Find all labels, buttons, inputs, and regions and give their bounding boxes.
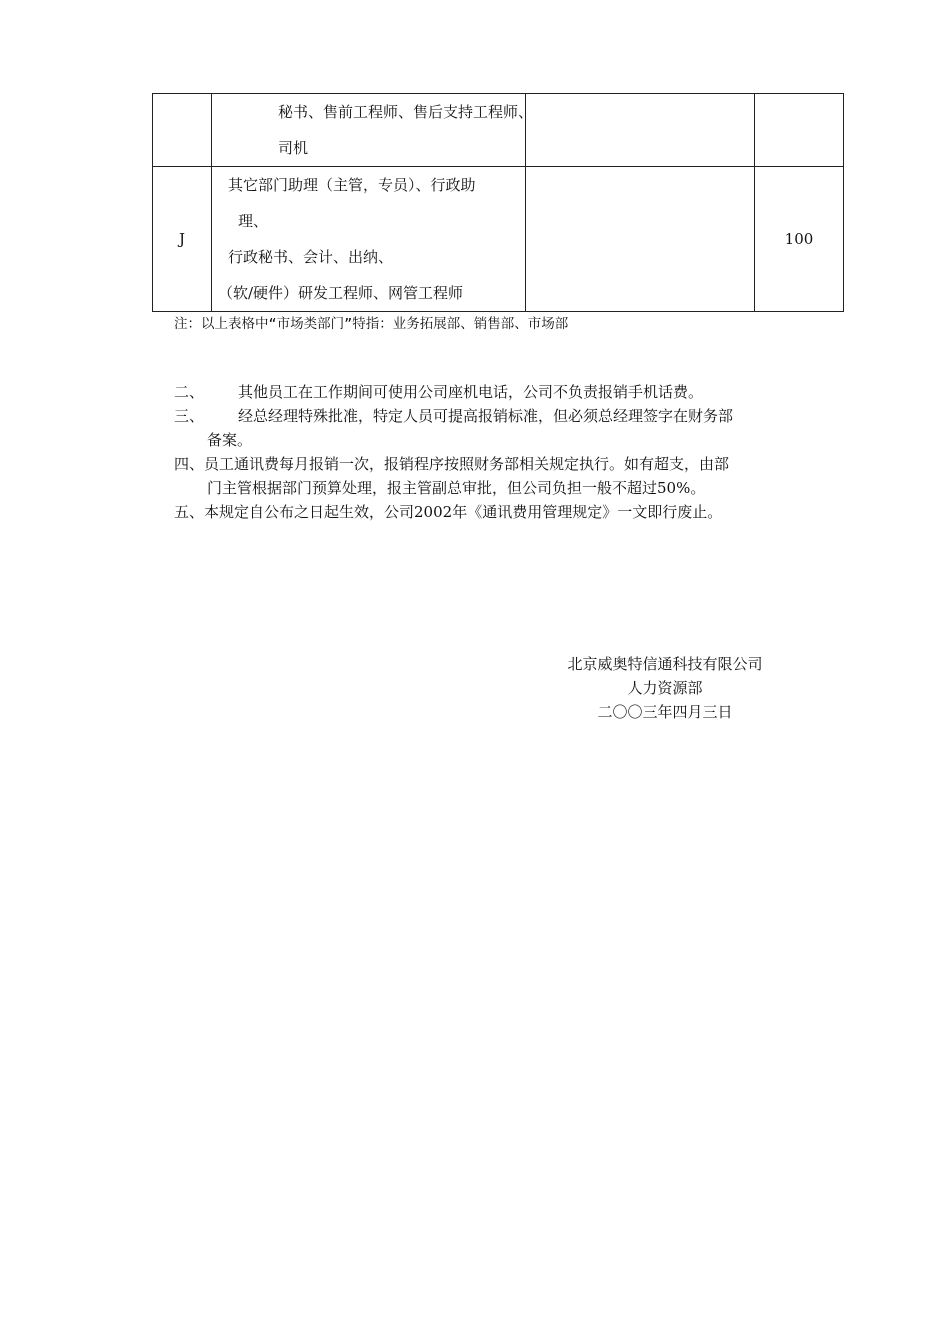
- table-row: [153, 167, 844, 312]
- clause-item: [174, 452, 814, 500]
- amount-cell: [755, 94, 844, 167]
- clause-number: 三、: [174, 407, 205, 425]
- table-note: 注：以上表格中“市场类部门”特指：业务拓展部、销售部、市场部: [174, 316, 569, 332]
- clause-number: 四、: [174, 455, 205, 473]
- clause-text: 本规定自公布之日起生效，公司2002年《通讯费用管理规定》一文即行废止。: [204, 503, 723, 521]
- clause-text: 其他员工在工作期间可使用公司座机电话，公司不负责报销手机话费。: [238, 383, 704, 401]
- company-name: 北京威奥特信通科技有限公司: [567, 655, 763, 673]
- grade-cell: J: [153, 167, 212, 312]
- signature-block: [540, 652, 790, 724]
- issue-date: 二〇〇三年四月三日: [597, 703, 733, 721]
- position-line: 理、: [238, 212, 269, 230]
- clause-continuation: 备案。: [207, 431, 253, 449]
- clause-number: 五、: [174, 503, 205, 521]
- reimbursement-table: [152, 93, 844, 312]
- clause-item: [174, 380, 814, 404]
- clause-text: 员工通讯费每月报销一次，报销程序按照财务部相关规定执行。如有超支，由部: [204, 455, 730, 473]
- position-line: 司机: [278, 139, 309, 157]
- clause-continuation: 门主管根据部门预算处理，报主管副总审批，但公司负担一般不超过50%。: [207, 479, 706, 497]
- description-cell: [526, 94, 755, 167]
- clause-item: [174, 500, 814, 524]
- position-line: （软/硬件）研发工程师、网管工程师: [218, 284, 464, 302]
- position-line: 其它部门助理（主管，专员）、行政助: [228, 176, 476, 194]
- clause-text: 经总经理特殊批准，特定人员可提高报销标准，但必须总经理签字在财务部: [238, 407, 734, 425]
- clause-number: 二、: [174, 383, 205, 401]
- grade-cell: [153, 94, 212, 167]
- clause-item: [174, 404, 814, 452]
- position-line: 秘书、售前工程师、售后支持工程师、: [278, 103, 534, 121]
- position-line: 行政秘书、会计、出纳、: [228, 248, 394, 266]
- positions-cell: [212, 94, 534, 167]
- table-row: [153, 94, 844, 167]
- amount-cell: 100: [755, 167, 844, 312]
- description-cell: [526, 167, 755, 312]
- department-name: 人力资源部: [627, 679, 703, 697]
- clause-list: [174, 380, 814, 524]
- positions-cell: [212, 167, 526, 312]
